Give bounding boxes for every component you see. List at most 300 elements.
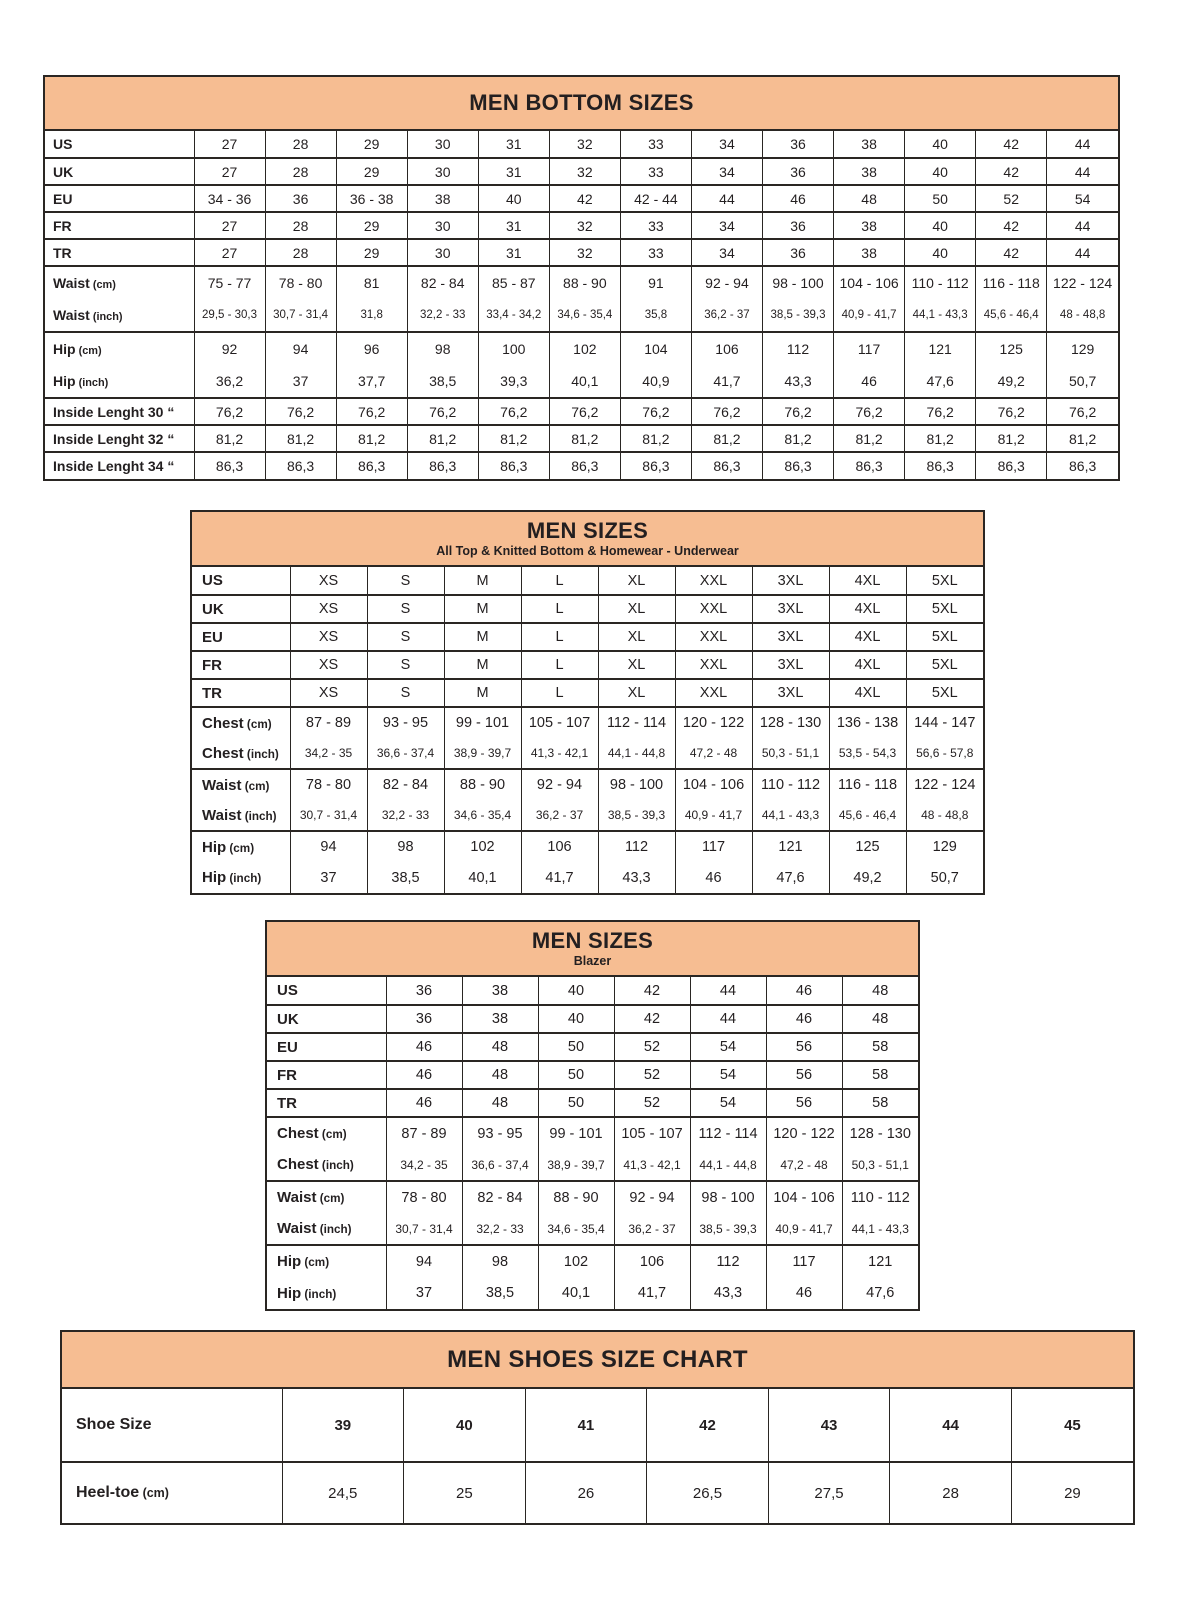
size-cell: 48	[462, 1033, 538, 1061]
size-cell: 38	[834, 158, 905, 185]
size-cell: 56	[766, 1033, 842, 1061]
row-label-unit: (cm)	[241, 779, 270, 793]
size-cell: 86,3	[407, 452, 478, 479]
size-cell: 117	[766, 1245, 842, 1277]
size-cell: 56,6 - 57,8	[906, 738, 983, 769]
size-cell: 86,3	[905, 452, 976, 479]
table-header	[267, 922, 918, 977]
row-label-unit: (cm)	[316, 1192, 345, 1205]
size-cell: 128 - 130	[752, 707, 829, 738]
size-cell: 76,2	[1047, 398, 1118, 425]
size-cell: 36,6 - 37,4	[462, 1149, 538, 1181]
size-cell: 75 - 77	[194, 266, 265, 299]
size-cell: 33	[620, 131, 691, 158]
size-cell: 105 - 107	[614, 1117, 690, 1149]
size-cell: 98 - 100	[690, 1181, 766, 1213]
size-cell: 44,1 - 43,3	[842, 1213, 918, 1245]
table-header	[192, 512, 983, 567]
size-cell: 40	[905, 212, 976, 239]
size-cell: 56	[766, 1061, 842, 1089]
size-cell: 3XL	[752, 595, 829, 623]
row-label: Chest (cm)	[202, 714, 272, 732]
size-cell: 46	[834, 365, 905, 398]
size-cell: 81,2	[265, 425, 336, 452]
size-cell: 37	[265, 365, 336, 398]
size-cell: 112	[598, 831, 675, 862]
row-label: EU	[277, 1038, 298, 1056]
size-cell: 5XL	[906, 679, 983, 707]
size-cell: 44	[690, 977, 766, 1005]
size-cell: 36	[386, 1005, 462, 1033]
size-cell: 34	[691, 239, 762, 266]
size-cell: 53,5 - 54,3	[829, 738, 906, 769]
size-cell: 38,5 - 39,3	[763, 299, 834, 332]
size-cell: 46	[386, 1033, 462, 1061]
size-cell: 40,9 - 41,7	[766, 1213, 842, 1245]
size-cell: 76,2	[407, 398, 478, 425]
size-cell: 52	[614, 1089, 690, 1117]
size-cell: 117	[675, 831, 752, 862]
size-cell: 34	[691, 212, 762, 239]
size-cell: 45,6 - 46,4	[976, 299, 1047, 332]
size-cell: 58	[842, 1089, 918, 1117]
size-cell: M	[444, 623, 521, 651]
size-cell: 42	[976, 131, 1047, 158]
size-cell: 99 - 101	[444, 707, 521, 738]
size-cell: 86,3	[478, 452, 549, 479]
size-cell: 40,9 - 41,7	[675, 800, 752, 831]
size-cell: 29	[336, 212, 407, 239]
table-subtitle: All Top & Knitted Bottom & Homewear - Underwear	[436, 544, 739, 558]
size-cell: 40	[478, 185, 549, 212]
size-cell: 32	[549, 131, 620, 158]
size-cell: 38	[462, 977, 538, 1005]
size-cell: 38	[462, 1005, 538, 1033]
size-cell: 88 - 90	[444, 769, 521, 800]
size-cell: 27	[194, 212, 265, 239]
size-cell: M	[444, 567, 521, 595]
men-shoes-size-table	[60, 1330, 1135, 1525]
size-cell: 31,8	[336, 299, 407, 332]
size-cell: 86,3	[763, 452, 834, 479]
size-cell: 24,5	[282, 1462, 404, 1523]
size-cell: 31	[478, 239, 549, 266]
size-cell: 52	[614, 1061, 690, 1089]
size-cell: 88 - 90	[549, 266, 620, 299]
size-cell: 33	[620, 212, 691, 239]
size-cell: 50,3 - 51,1	[842, 1149, 918, 1181]
size-cell: 30	[407, 239, 478, 266]
size-cell: 76,2	[265, 398, 336, 425]
row-label: US	[202, 572, 223, 589]
size-cell: 50,3 - 51,1	[752, 738, 829, 769]
size-cell: 36,6 - 37,4	[367, 738, 444, 769]
size-cell: 48	[462, 1089, 538, 1117]
size-cell: 102	[444, 831, 521, 862]
size-cell: 31	[478, 158, 549, 185]
size-cell: 104	[620, 332, 691, 365]
size-cell: 99 - 101	[538, 1117, 614, 1149]
size-cell: 37,7	[336, 365, 407, 398]
size-cell: XL	[598, 679, 675, 707]
size-cell: 94	[386, 1245, 462, 1277]
size-cell: 34,6 - 35,4	[549, 299, 620, 332]
size-cell: XL	[598, 595, 675, 623]
size-cell: 5XL	[906, 623, 983, 651]
size-cell: XS	[290, 567, 367, 595]
size-cell: 30,7 - 31,4	[265, 299, 336, 332]
size-cell: XS	[290, 651, 367, 679]
row-label-unit: (inch)	[89, 311, 123, 323]
size-cell: M	[444, 679, 521, 707]
size-cell: 41,7	[691, 365, 762, 398]
size-cell: 34,6 - 35,4	[444, 800, 521, 831]
size-cell: 44	[890, 1389, 1012, 1462]
size-cell: 105 - 107	[521, 707, 598, 738]
size-cell: 125	[976, 332, 1047, 365]
size-cell: 46	[675, 862, 752, 893]
size-cell: 76,2	[905, 398, 976, 425]
size-cell: 87 - 89	[290, 707, 367, 738]
men-bottom-sizes-table	[43, 75, 1120, 481]
size-cell: 37	[386, 1277, 462, 1309]
size-cell: 50,7	[1047, 365, 1118, 398]
row-label-unit: (inch)	[241, 809, 277, 823]
size-cell: 38	[834, 239, 905, 266]
size-cell: 44,1 - 44,8	[690, 1149, 766, 1181]
size-cell: L	[521, 567, 598, 595]
size-cell: 44	[1047, 131, 1118, 158]
table-title: MEN BOTTOM SIZES	[469, 90, 694, 115]
size-cell: 82 - 84	[367, 769, 444, 800]
size-cell: 86,3	[1047, 452, 1118, 479]
row-label: Waist (inch)	[53, 307, 123, 323]
size-cell: 112 - 114	[690, 1117, 766, 1149]
size-cell: 49,2	[976, 365, 1047, 398]
size-cell: 46	[386, 1089, 462, 1117]
row-label: Waist (cm)	[277, 1189, 345, 1206]
size-cell: 32,2 - 33	[407, 299, 478, 332]
size-cell: 42	[976, 158, 1047, 185]
size-cell: 81,2	[691, 425, 762, 452]
size-cell: 25	[404, 1462, 526, 1523]
size-cell: 76,2	[620, 398, 691, 425]
size-cell: 98 - 100	[598, 769, 675, 800]
table-title: MEN SHOES SIZE CHART	[447, 1345, 748, 1373]
size-cell: XL	[598, 651, 675, 679]
size-cell: XS	[290, 679, 367, 707]
size-cell: 27	[194, 239, 265, 266]
size-cell: 34,2 - 35	[290, 738, 367, 769]
size-cell: 92 - 94	[521, 769, 598, 800]
size-cell: 38	[834, 212, 905, 239]
size-cell: 37	[290, 862, 367, 893]
size-cell: 86,3	[549, 452, 620, 479]
men-blazer-sizes-grid	[267, 977, 918, 1309]
size-cell: 86,3	[265, 452, 336, 479]
size-cell: 43	[768, 1389, 890, 1462]
row-label: Chest (inch)	[277, 1156, 354, 1173]
size-cell: 48	[842, 977, 918, 1005]
size-cell: 38,5	[407, 365, 478, 398]
size-cell: 47,6	[752, 862, 829, 893]
size-cell: 41,3 - 42,1	[614, 1149, 690, 1181]
row-label: Waist (cm)	[202, 776, 270, 794]
row-label: FR	[202, 656, 222, 674]
size-cell: 54	[690, 1033, 766, 1061]
size-cell: 50	[538, 1089, 614, 1117]
size-cell: 28	[890, 1462, 1012, 1523]
size-cell: 98 - 100	[763, 266, 834, 299]
size-cell: 81,2	[763, 425, 834, 452]
size-cell: XXL	[675, 595, 752, 623]
size-cell: 88 - 90	[538, 1181, 614, 1213]
row-label: Waist (inch)	[277, 1220, 352, 1237]
size-cell: 39,3	[478, 365, 549, 398]
size-cell: 3XL	[752, 679, 829, 707]
row-label: Chest (cm)	[277, 1125, 347, 1142]
size-cell: 5XL	[906, 651, 983, 679]
size-cell: 50	[538, 1061, 614, 1089]
size-cell: 28	[265, 239, 336, 266]
row-label: TR	[277, 1094, 297, 1112]
size-cell: 30	[407, 131, 478, 158]
size-cell: M	[444, 595, 521, 623]
size-cell: 76,2	[976, 398, 1047, 425]
size-cell: 46	[766, 977, 842, 1005]
row-label: Waist (inch)	[202, 806, 277, 824]
row-label: Waist (cm)	[53, 275, 116, 291]
size-cell: XL	[598, 623, 675, 651]
row-label: Chest (inch)	[202, 744, 279, 762]
row-label-unit: (inch)	[243, 747, 279, 761]
size-cell: L	[521, 651, 598, 679]
size-cell: 40,1	[538, 1277, 614, 1309]
size-cell: 4XL	[829, 567, 906, 595]
size-cell: 52	[976, 185, 1047, 212]
size-cell: 29	[1011, 1462, 1133, 1523]
row-label: Inside Lenght 32 “	[53, 430, 175, 447]
size-cell: L	[521, 623, 598, 651]
size-cell: 40,9	[620, 365, 691, 398]
size-cell: 52	[614, 1033, 690, 1061]
size-cell: 81,2	[549, 425, 620, 452]
size-cell: 98	[367, 831, 444, 862]
row-label: Shoe Size	[76, 1416, 152, 1433]
size-cell: S	[367, 595, 444, 623]
size-cell: 45	[1011, 1389, 1133, 1462]
size-cell: 34 - 36	[194, 185, 265, 212]
size-cell: 40	[905, 239, 976, 266]
size-cell: 31	[478, 212, 549, 239]
size-cell: 38,5 - 39,3	[598, 800, 675, 831]
row-label-unit: (inch)	[301, 1287, 337, 1301]
size-cell: 42	[614, 977, 690, 1005]
row-label-unit: (cm)	[75, 345, 102, 357]
row-label: EU	[202, 628, 223, 646]
size-cell: 86,3	[194, 452, 265, 479]
size-cell: 76,2	[336, 398, 407, 425]
size-cell: 41,3 - 42,1	[521, 738, 598, 769]
size-cell: 125	[829, 831, 906, 862]
size-cell: 81,2	[905, 425, 976, 452]
size-cell: 29	[336, 131, 407, 158]
size-cell: 81,2	[478, 425, 549, 452]
size-cell: L	[521, 679, 598, 707]
size-cell: 81	[336, 266, 407, 299]
size-cell: 85 - 87	[478, 266, 549, 299]
size-cell: XXL	[675, 567, 752, 595]
size-cell: 76,2	[549, 398, 620, 425]
row-label: UK	[53, 163, 74, 180]
row-label-unit: (inch)	[318, 1159, 354, 1172]
size-cell: 33	[620, 239, 691, 266]
men-top-sizes-grid	[192, 567, 983, 893]
size-cell: 27	[194, 131, 265, 158]
size-cell: 43,3	[690, 1277, 766, 1309]
size-cell: 94	[265, 332, 336, 365]
size-cell: 26	[525, 1462, 647, 1523]
size-cell: 36	[763, 131, 834, 158]
size-cell: 41	[525, 1389, 647, 1462]
table-title: MEN SIZES	[531, 928, 654, 953]
size-cell: M	[444, 651, 521, 679]
size-cell: 40	[538, 1005, 614, 1033]
size-cell: 81,2	[620, 425, 691, 452]
size-cell: 36	[386, 977, 462, 1005]
men-top-sizes-table	[190, 510, 985, 895]
size-cell: 102	[538, 1245, 614, 1277]
row-label-unit: (cm)	[318, 1128, 347, 1141]
size-cell: 30	[407, 212, 478, 239]
size-cell: 47,6	[905, 365, 976, 398]
size-cell: 32	[549, 239, 620, 266]
table-header	[62, 1332, 1133, 1389]
row-label-unit: (cm)	[243, 717, 272, 731]
size-cell: 48 - 48,8	[906, 800, 983, 831]
size-cell: 27	[194, 158, 265, 185]
size-cell: 44	[691, 185, 762, 212]
row-label: Hip (inch)	[202, 869, 262, 886]
size-cell: 36,2 - 37	[614, 1213, 690, 1245]
size-cell: 36,2 - 37	[691, 299, 762, 332]
size-cell: 41,7	[614, 1277, 690, 1309]
size-cell: 44	[1047, 158, 1118, 185]
size-cell: 30	[407, 158, 478, 185]
men-shoes-size-grid	[62, 1389, 1133, 1523]
size-cell: XL	[598, 567, 675, 595]
size-cell: 34,2 - 35	[386, 1149, 462, 1181]
row-label: US	[277, 982, 298, 999]
table-title: MEN SIZES	[526, 518, 649, 543]
size-cell: 33	[620, 158, 691, 185]
size-cell: 47,2 - 48	[675, 738, 752, 769]
size-cell: 36	[763, 158, 834, 185]
size-cell: 82 - 84	[462, 1181, 538, 1213]
size-cell: 33,4 - 34,2	[478, 299, 549, 332]
table-subtitle: Blazer	[573, 954, 612, 968]
size-cell: 110 - 112	[752, 769, 829, 800]
size-cell: 44,1 - 44,8	[598, 738, 675, 769]
size-cell: 128 - 130	[842, 1117, 918, 1149]
size-cell: 86,3	[976, 452, 1047, 479]
size-cell: 42	[976, 212, 1047, 239]
size-cell: 45,6 - 46,4	[829, 800, 906, 831]
size-cell: 58	[842, 1033, 918, 1061]
size-cell: 76,2	[691, 398, 762, 425]
size-cell: 87 - 89	[386, 1117, 462, 1149]
size-cell: 36	[763, 239, 834, 266]
size-cell: 29,5 - 30,3	[194, 299, 265, 332]
size-cell: 34	[691, 158, 762, 185]
size-cell: 44	[1047, 212, 1118, 239]
row-label: FR	[53, 217, 72, 234]
size-cell: 104 - 106	[834, 266, 905, 299]
size-cell: L	[521, 595, 598, 623]
size-cell: 58	[842, 1061, 918, 1089]
size-cell: 110 - 112	[842, 1181, 918, 1213]
size-cell: 98	[407, 332, 478, 365]
size-cell: 38,5	[462, 1277, 538, 1309]
row-label: US	[53, 136, 73, 152]
size-cell: 44	[690, 1005, 766, 1033]
size-cell: 144 - 147	[906, 707, 983, 738]
size-cell: 42	[976, 239, 1047, 266]
size-cell: 43,3	[763, 365, 834, 398]
size-cell: 47,6	[842, 1277, 918, 1309]
size-cell: 48	[462, 1061, 538, 1089]
row-label: Hip (inch)	[53, 373, 109, 389]
size-cell: 36	[763, 212, 834, 239]
size-cell: 81,2	[194, 425, 265, 452]
size-cell: 38,9 - 39,7	[538, 1149, 614, 1181]
row-label: Inside Lenght 34 “	[53, 458, 175, 474]
size-cell: 46	[766, 1005, 842, 1033]
men-blazer-sizes-table	[265, 920, 920, 1311]
size-cell: 35,8	[620, 299, 691, 332]
size-cell: 81,2	[976, 425, 1047, 452]
size-cell: 121	[905, 332, 976, 365]
size-cell: 86,3	[336, 452, 407, 479]
size-cell: 40	[404, 1389, 526, 1462]
row-label: UK	[277, 1010, 299, 1028]
size-cell: 98	[462, 1245, 538, 1277]
row-label: Heel-toe (cm)	[76, 1484, 169, 1501]
size-cell: 41,7	[521, 862, 598, 893]
size-cell: 121	[752, 831, 829, 862]
size-cell: 100	[478, 332, 549, 365]
row-label: EU	[53, 190, 73, 207]
size-cell: 76,2	[478, 398, 549, 425]
size-cell: 54	[1047, 185, 1118, 212]
size-cell: 32	[549, 158, 620, 185]
size-cell: 120 - 122	[766, 1117, 842, 1149]
size-cell: 76,2	[763, 398, 834, 425]
table-header	[45, 77, 1118, 131]
size-cell: S	[367, 623, 444, 651]
size-cell: 38	[407, 185, 478, 212]
size-cell: 120 - 122	[675, 707, 752, 738]
size-cell: XS	[290, 623, 367, 651]
size-cell: 32,2 - 33	[367, 800, 444, 831]
size-cell: 28	[265, 131, 336, 158]
size-cell: 31	[478, 131, 549, 158]
size-cell: 36,2	[194, 365, 265, 398]
row-label: UK	[202, 600, 224, 618]
size-cell: 50	[905, 185, 976, 212]
row-label: TR	[53, 244, 72, 261]
size-cell: 47,2 - 48	[766, 1149, 842, 1181]
